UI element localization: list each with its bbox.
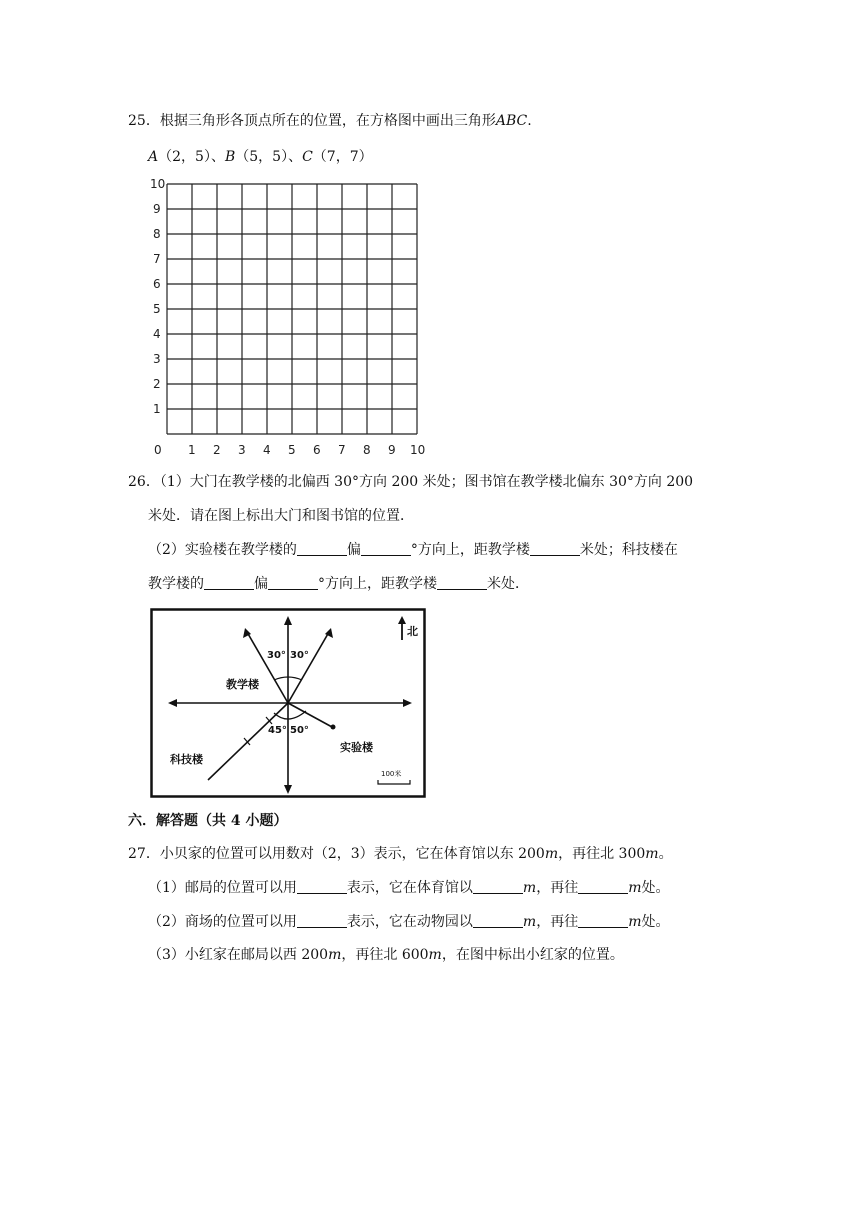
q26-part1-line1: 26．（1）大门在教学楼的北偏西 30°方向 200 米处；图书馆在教学楼北偏东 30°方向 200 bbox=[128, 474, 694, 490]
x-axis-label: 10 bbox=[410, 443, 426, 457]
answer-blank[interactable] bbox=[473, 913, 523, 928]
q27-sub3: （3）小红家在邮局以西 200m，再往北 600m，在图中标出小红家的位置。 bbox=[148, 947, 624, 963]
q27-sub1: （1）邮局的位置可以用 表示，它在体育馆以 m，再往 m处。 bbox=[148, 880, 670, 896]
scale-label: 100米 bbox=[381, 770, 402, 778]
y-axis-label: 2 bbox=[153, 377, 161, 391]
answer-blank[interactable] bbox=[268, 575, 318, 590]
q26-part2-line1: （2）实验楼在教学楼的 偏 °方向上，距教学楼 米处；科技楼在 bbox=[148, 542, 678, 558]
q25-text: 25．根据三角形各顶点所在的位置，在方格图中画出三角形ABC. bbox=[128, 113, 532, 129]
y-axis-label: 7 bbox=[153, 252, 161, 266]
y-axis-label: 5 bbox=[153, 302, 161, 316]
x-axis-label: 9 bbox=[388, 443, 396, 457]
q25-points: A（2，5）、B（5，5）、C（7，7） bbox=[148, 149, 373, 165]
answer-blank[interactable] bbox=[578, 879, 628, 894]
x-axis-label: 6 bbox=[313, 443, 321, 457]
q27-sub2: （2）商场的位置可以用 表示，它在动物园以 m，再往 m处。 bbox=[148, 914, 670, 930]
x-axis-label: 1 bbox=[188, 443, 196, 457]
tech-building-label: 科技楼 bbox=[170, 753, 203, 766]
lab-building-label: 实验楼 bbox=[340, 741, 373, 754]
y-axis-label: 9 bbox=[153, 202, 161, 216]
angle-se-label: 50° bbox=[290, 725, 309, 736]
angle-sw-label: 45° bbox=[268, 725, 287, 736]
angle-nw-label: 30° bbox=[267, 650, 286, 661]
q26-part1-line2: 米处．请在图上标出大门和图书馆的位置． bbox=[148, 508, 414, 524]
answer-blank[interactable] bbox=[297, 913, 347, 928]
answer-blank[interactable] bbox=[361, 541, 411, 556]
answer-blank[interactable] bbox=[204, 575, 254, 590]
teaching-building-label: 教学楼 bbox=[226, 678, 259, 691]
answer-blank[interactable] bbox=[297, 879, 347, 894]
north-label: 北 bbox=[407, 625, 418, 638]
x-axis-label: 0 bbox=[154, 443, 162, 457]
q27-intro: 27．小贝家的位置可以用数对（2，3）表示，它在体育馆以东 200m，再往北 300m。 bbox=[128, 846, 673, 862]
y-axis-label: 4 bbox=[153, 327, 161, 341]
answer-blank[interactable] bbox=[473, 879, 523, 894]
x-axis-label: 8 bbox=[363, 443, 371, 457]
answer-blank[interactable] bbox=[437, 575, 487, 590]
x-axis-label: 7 bbox=[338, 443, 346, 457]
direction-map bbox=[150, 608, 426, 798]
section-title: 六．解答题（共 4 小题） bbox=[128, 813, 288, 829]
y-axis-label: 6 bbox=[153, 277, 161, 291]
answer-blank[interactable] bbox=[297, 541, 347, 556]
x-axis-label: 3 bbox=[238, 443, 246, 457]
x-axis-label: 4 bbox=[263, 443, 271, 457]
y-axis-label: 8 bbox=[153, 227, 161, 241]
x-axis-label: 2 bbox=[213, 443, 221, 457]
answer-blank[interactable] bbox=[530, 541, 580, 556]
x-axis-label: 5 bbox=[288, 443, 296, 457]
coordinate-grid bbox=[140, 175, 440, 460]
angle-ne-label: 30° bbox=[290, 650, 309, 661]
q26-part2-line2: 教学楼的 偏 °方向上，距教学楼 米处． bbox=[148, 576, 529, 592]
answer-blank[interactable] bbox=[578, 913, 628, 928]
y-axis-label: 3 bbox=[153, 352, 161, 366]
y-axis-label: 1 bbox=[153, 402, 161, 416]
y-axis-label: 10 bbox=[150, 177, 166, 191]
